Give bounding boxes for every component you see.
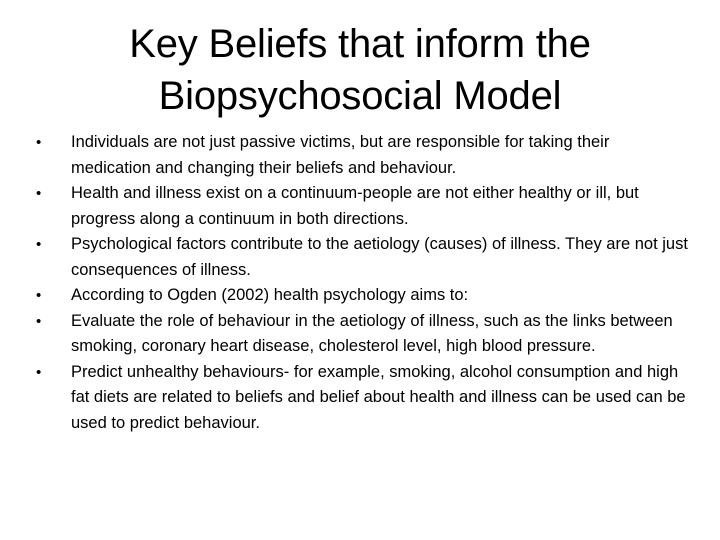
slide-title-line-1: Key Beliefs that inform the: [129, 22, 591, 66]
slide-title: [60, 18, 660, 122]
bullet-text: Predict unhealthy behaviours- for example, smoking, alcohol consumption and high fat diets are related to beliefs and belief about health and illness can be used can be used to predict behaviour.: [71, 362, 686, 432]
bullet-item: [36, 309, 692, 360]
bullet-dot-icon: •: [36, 236, 42, 253]
bullet-text: Psychological factors contribute to the aetiology (causes) of illness. They are not just consequences of illness.: [71, 235, 688, 279]
bullet-item: [36, 232, 692, 283]
bullet-dot-icon: •: [36, 363, 42, 381]
bullet-item: [36, 181, 692, 232]
slide-title-line-2: Biopsychosocial Model: [158, 74, 562, 118]
bullet-dot-icon: •: [36, 287, 42, 304]
bullet-dot-icon: •: [36, 312, 42, 330]
bullet-text: Health and illness exist on a continuum-people are not either healthy or ill, but progress along a continuum in both directions.: [71, 184, 639, 228]
bullet-item: [36, 283, 692, 309]
bullet-text: According to Ogden (2002) health psychology aims to:: [71, 286, 469, 304]
bullet-item: [36, 360, 692, 437]
bullet-text: Evaluate the role of behaviour in the aetiology of illness, such as the links between smoking, coronary heart disease, cholesterol level, high blood pressure.: [71, 311, 673, 355]
bullet-dot-icon: •: [36, 185, 42, 202]
bullet-dot-icon: •: [36, 134, 42, 151]
bullet-item: [36, 130, 692, 181]
bullet-text: Individuals are not just passive victims, but are responsible for taking their medication and changing their beliefs and behaviour.: [71, 133, 610, 177]
bullet-list: [36, 130, 692, 436]
